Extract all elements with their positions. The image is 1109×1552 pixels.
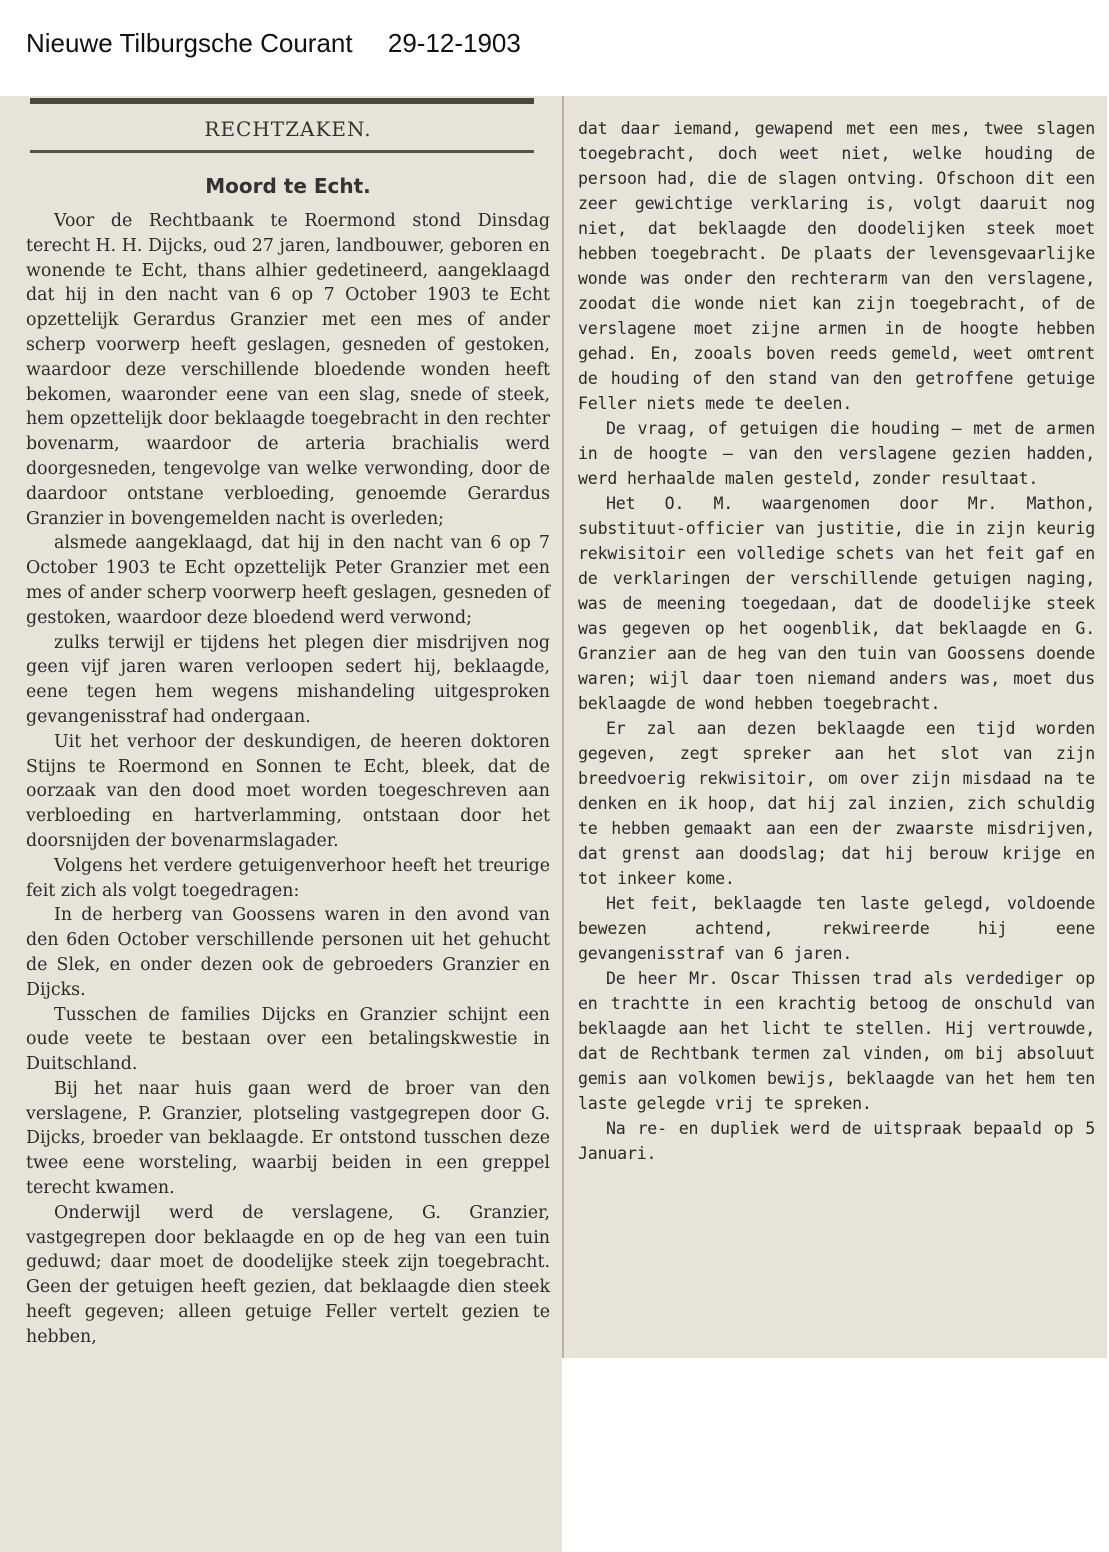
paragraph: Het feit, beklaagde ten laste gelegd, voldoende bewezen achtend, rekwireerde hij eene gevangenisstraf van 6 jaren. [578, 894, 1095, 963]
top-rule [30, 98, 534, 104]
paragraph: Tusschen de families Dijcks en Granzier schijnt een oude veete te bestaan over een betalingskwestie in Duitschland. [26, 1004, 550, 1075]
paragraph: alsmede aangeklaagd, dat hij in den nacht van 6 op 7 October 1903 te Echt opzettelijk Peter Granzier met een mes of ander scherp voorwerp heeft geslagen, gesneden of gestoken, waardoor deze bloedend werd verwond; [26, 533, 550, 628]
section-title: RECHTZAKEN. [204, 117, 372, 141]
paragraph: dat daar iemand, gewapend met een mes, twee slagen toegebracht, doch weet niet, welke houding de persoon had, die de slagen ontving. Ofschoon dit een zeer gewichtige verklaring is, volgt daaruit nog niet, dat beklaagde den doodelijken steek moet hebben toegebracht. De plaats der levensgevaarlijke wonde was onder den rechterarm van den verslagene, zoodat die wonde niet kan zijn toegebracht, of de verslagene moet zijne armen in de hoogte hebben gehad. En, zooals boven reeds gemeld, weet omtrent de houding of den stand van den getroffene getuige Feller niets mede te deelen. [578, 119, 1095, 413]
article-title: Moord te Echt. [205, 174, 371, 198]
paragraph: Uit het verhoor der deskundigen, de heeren doktoren Stijns te Roermond en Sonnen te Echt, bleek, dat de oorzaak van den dood moet worden toegeschreven aan verbloeding en hartverlamming, ontstaan door het doorsnijden der bovenarmslagader. [26, 731, 550, 851]
left-paragraphs [26, 209, 550, 1350]
paragraph: De heer Mr. Oscar Thissen trad als verdediger op en trachtte in een krachtig betoog de onschuld van beklaagde aan het licht te stellen. Hij vertrouwde, dat de Rechtbank termen zal vinden, om bij absoluut gemis aan volkomen bewijs, beklaagde van het hem ten laste gelegde vrij te spreken. [578, 969, 1095, 1113]
newspaper-name: Nieuwe Tilburgsche Courant [26, 28, 353, 58]
publication-date: 29-12-1903 [387, 28, 521, 58]
paragraph: Het O. M. waargenomen door Mr. Mathon, substituut-officier van justitie, die in zijn keurig rekwisitoir een volledige schets van het feit gaf en de verklaringen der verschillende getuigen naging, was de meening toegedaan, dat de doodelijke steek was gegeven op het oogenblik, dat beklaagde en G. Granzier aan de heg van den tuin van Goossens doende waren; wijl daar toen niemand anders was, moet dus beklaagde de wond hebben toegebracht. [578, 494, 1095, 713]
clipping-caption [26, 28, 521, 59]
paragraph: Onderwijl werd de verslagene, G. Granzier, vastgegrepen door beklaagde en op de heg van een tuin geduwd; daar moet de doodelijke steek zijn toegebracht. Geen der getuigen heeft gezien, dat beklaagde dien steek heeft gegeven; alleen getuige Feller vertelt gezien te hebben, [26, 1202, 550, 1347]
paragraph: De vraag, of getuigen die houding — met de armen in de hoogte — van den verslagene gezien hadden, werd herhaalde malen gesteld, zonder resultaat. [578, 419, 1095, 488]
paragraph: zulks terwijl er tijdens het plegen dier misdrijven nog geen vijf jaren waren verloopen sedert hij, beklaagde, eene tegen hem wegens mishandeling uitgesproken gevangenisstraf had ondergaan. [26, 632, 550, 727]
section-rule [30, 150, 534, 153]
article-column-left [0, 96, 562, 1552]
paragraph: Bij het naar huis gaan werd de broer van den verslagene, P. Granzier, plotseling vastgegrepen door G. Dijcks, broeder van beklaagde. Er ontstond tusschen deze twee eene worsteling, waarbij beiden in een greppel terecht kwamen. [26, 1078, 550, 1199]
paragraph: Volgens het verdere getuigenverhoor heeft het treurige feit zich als volgt toegedragen: [26, 855, 550, 901]
paragraph: Er zal aan dezen beklaagde een tijd worden gegeven, zegt spreker aan het slot van zijn breedvoerig rekwisitoir, om over zijn misdaad na te denken en ik hoop, dat hij zal inzien, zich schuldig te hebben gemaakt aan een der zwaarste misdrijven, dat grenst aan doodslag; dat hij berouw krijge en tot inkeer kome. [578, 719, 1095, 888]
paragraph: Voor de Rechtbaank te Roermond stond Dinsdag terecht H. H. Dijcks, oud 27 jaren, landbouwer, geboren en wonende te Echt, thans alhier gedetineerd, aangeklaagd dat hij in den nacht van 6 op 7 October 1903 te Echt opzettelijk Gerardus Granzier met een mes of ander scherp voorwerp heeft geslagen, gesneden of gestoken, waardoor deze verschillende bloedende wonden heeft bekomen, waaronder eene van een slag, snede of steek, hem opzettelijk door beklaagde toegebracht in den rechter bovenarm, waardoor de arteria brachialis werd doorgesneden, tengevolge van welke verwonding, door de daardoor ontstane verbloeding, genoemde Gerardus Granzier in bovengemelden nacht is overleden; [26, 211, 550, 529]
paragraph: Na re- en dupliek werd de uitspraak bepaald op 5 Januari. [578, 1119, 1095, 1163]
paragraph: In de herberg van Goossens waren in den avond van den 6den October verschillende personen uit het gehucht de Slek, en onder dezen ook de gebroeders Granzier en Dijcks. [26, 905, 550, 1000]
article-column-right [562, 96, 1107, 1358]
